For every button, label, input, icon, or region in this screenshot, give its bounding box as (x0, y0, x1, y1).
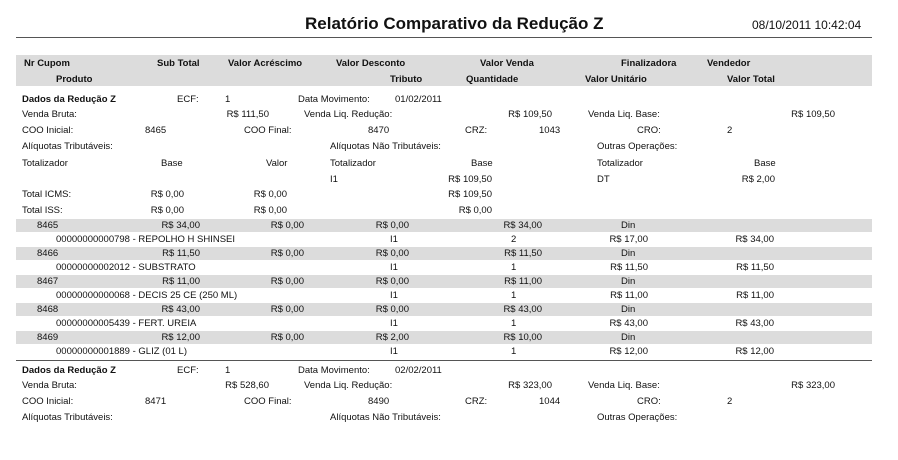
total-iss-valor: R$ 0,00 (253, 205, 287, 216)
outras-base-value: R$ 2,00 (741, 174, 775, 185)
dados-reducao-label: Dados da Redução Z (22, 94, 116, 105)
nao-trib-base-value: R$ 109,50 (448, 174, 492, 185)
cupom-venda: R$ 11,50 (504, 248, 542, 259)
cupom-acrescimo: R$ 0,00 (270, 248, 304, 259)
cupom-subtotal: R$ 11,00 (162, 276, 200, 287)
total-icms-base: R$ 0,00 (150, 189, 184, 200)
cupom-desconto: R$ 0,00 (375, 304, 409, 315)
coo-inicial-label: COO Inicial: (22, 125, 74, 136)
cupom-finalizadora: Din (621, 248, 636, 259)
cro-value: 2 (727, 125, 733, 136)
cupom-nr: 8465 (37, 220, 59, 231)
produto-valor-unitario: R$ 43,00 (609, 318, 648, 329)
data-movimento-value-2: 02/02/2011 (395, 365, 442, 376)
col-tributo: Tributo (390, 74, 423, 85)
cupom-nr: 8466 (37, 248, 59, 259)
produto-valor-unitario: R$ 11,00 (610, 290, 648, 301)
nao-trib-totalizador-value: I1 (330, 174, 338, 185)
coo-final-label: COO Final: (244, 125, 292, 136)
crz-value: 1043 (539, 125, 561, 136)
cupom-venda: R$ 11,00 (504, 276, 542, 287)
aliq-nao-trib-label: Alíquotas Não Tributáveis: (330, 141, 441, 152)
cupom-acrescimo: R$ 0,00 (270, 220, 304, 231)
cupom-finalizadora: Din (621, 304, 636, 315)
produto-valor-unitario: R$ 12,00 (609, 346, 648, 357)
produto-tributo: I1 (390, 262, 398, 273)
cupom-desconto: R$ 0,00 (375, 248, 409, 259)
venda-bruta-value-2: R$ 528,60 (225, 380, 269, 391)
cupom-subtotal: R$ 43,00 (161, 304, 200, 315)
total-iss-base: R$ 0,00 (150, 205, 184, 216)
col-valor-acrescimo: Valor Acréscimo (228, 58, 303, 69)
total-icms-valor: R$ 0,00 (253, 189, 287, 200)
ecf-value: 1 (225, 94, 231, 105)
cupom-acrescimo: R$ 0,00 (270, 304, 304, 315)
data-movimento-label-2: Data Movimento: (298, 365, 370, 376)
total-icms-nao-trib: R$ 109,50 (448, 189, 492, 200)
cupom-desconto: R$ 0,00 (375, 220, 409, 231)
aliq-trib-label: Alíquotas Tributáveis: (22, 141, 113, 152)
col-nr-cupom: Nr Cupom (24, 58, 70, 69)
cupom-venda: R$ 10,00 (503, 332, 542, 343)
produto-valor-total: R$ 11,50 (736, 262, 774, 273)
col-quantidade: Quantidade (466, 74, 519, 85)
produto-valor-total: R$ 12,00 (735, 346, 774, 357)
reducao-divider (16, 360, 872, 361)
coo-final-value-2: 8490 (368, 396, 390, 407)
nao-trib-base-header: Base (471, 158, 493, 169)
ecf-label-2: ECF: (177, 365, 199, 376)
col-valor-desconto: Valor Desconto (336, 58, 406, 69)
produto-tributo: I1 (390, 318, 398, 329)
data-movimento-value: 01/02/2011 (395, 94, 442, 105)
produto-quantidade: 1 (511, 318, 517, 329)
col-finalizadora: Finalizadora (621, 58, 677, 69)
cro-label-2: CRO: (637, 396, 661, 407)
cupom-subtotal: R$ 34,00 (161, 220, 200, 231)
crz-label-2: CRZ: (465, 396, 488, 407)
produto-quantidade: 1 (511, 290, 517, 301)
trib-valor-header: Valor (266, 158, 288, 169)
report-title: Relatório Comparativo da Redução Z (305, 14, 604, 33)
total-iss-nao-trib: R$ 0,00 (458, 205, 492, 216)
cupom-nr: 8467 (37, 276, 59, 287)
coo-inicial-label-2: COO Inicial: (22, 396, 74, 407)
produto-descricao: 00000000002012 - SUBSTRATO (56, 262, 196, 273)
venda-bruta-label-2: Venda Bruta: (22, 380, 77, 391)
venda-liq-reducao-value: R$ 109,50 (508, 109, 552, 120)
produto-valor-total: R$ 34,00 (735, 234, 774, 245)
cupom-nr: 8468 (37, 304, 59, 315)
produto-descricao: 00000000000068 - DECIS 25 CE (250 ML) (56, 290, 238, 301)
produto-valor-unitario: R$ 11,50 (610, 262, 648, 273)
col-sub-total: Sub Total (157, 58, 200, 69)
produto-valor-total: R$ 11,00 (736, 290, 774, 301)
cupom-finalizadora: Din (621, 276, 636, 287)
nao-trib-totalizador-header: Totalizador (330, 158, 376, 169)
outras-totalizador-header: Totalizador (597, 158, 643, 169)
venda-bruta-value: R$ 111,50 (226, 109, 269, 120)
cupom-nr: 8469 (37, 332, 59, 343)
cupom-desconto: R$ 2,00 (375, 332, 409, 343)
cupom-acrescimo: R$ 0,00 (270, 332, 304, 343)
cupom-desconto: R$ 0,00 (375, 276, 409, 287)
venda-liq-base-label-2: Venda Liq. Base: (588, 380, 660, 391)
outras-base-header: Base (754, 158, 776, 169)
aliq-nao-trib-label-2: Alíquotas Não Tributáveis: (330, 412, 441, 423)
col-valor-total: Valor Total (727, 74, 775, 85)
aliq-trib-label-2: Alíquotas Tributáveis: (22, 412, 113, 423)
venda-liq-reducao-label: Venda Liq. Redução: (304, 109, 393, 120)
cupom-subtotal: R$ 11,50 (162, 248, 200, 259)
cupom-venda: R$ 43,00 (503, 304, 542, 315)
produto-descricao: 00000000001889 - GLIZ (01 L) (56, 346, 187, 357)
outras-oper-label: Outras Operações: (597, 141, 678, 152)
cupom-finalizadora: Din (621, 332, 636, 343)
title-divider (16, 37, 872, 38)
ecf-value-2: 1 (225, 365, 231, 376)
produto-quantidade: 1 (511, 262, 517, 273)
venda-liq-reducao-value-2: R$ 323,00 (508, 380, 552, 391)
produto-valor-unitario: R$ 17,00 (609, 234, 648, 245)
trib-base-header: Base (161, 158, 183, 169)
produto-descricao: 00000000000798 - REPOLHO H SHINSEI (56, 234, 236, 245)
col-produto: Produto (56, 74, 93, 85)
produto-tributo: I1 (390, 346, 398, 357)
trib-totalizador-header: Totalizador (22, 158, 68, 169)
cupom-finalizadora: Din (621, 220, 636, 231)
cro-label: CRO: (637, 125, 661, 136)
total-iss-label: Total ISS: (22, 205, 63, 216)
venda-liq-base-value-2: R$ 323,00 (791, 380, 835, 391)
crz-value-2: 1044 (539, 396, 561, 407)
venda-liq-base-label: Venda Liq. Base: (588, 109, 660, 120)
cupom-subtotal: R$ 12,00 (161, 332, 200, 343)
col-valor-unitario: Valor Unitário (585, 74, 647, 85)
produto-quantidade: 2 (511, 234, 517, 245)
data-movimento-label: Data Movimento: (298, 94, 370, 105)
produto-tributo: I1 (390, 234, 398, 245)
coo-inicial-value: 8465 (145, 125, 167, 136)
coo-inicial-value-2: 8471 (145, 396, 167, 407)
col-vendedor: Vendedor (707, 58, 751, 69)
total-icms-label: Total ICMS: (22, 189, 72, 200)
outras-oper-label-2: Outras Operações: (597, 412, 678, 423)
venda-liq-base-value: R$ 109,50 (791, 109, 835, 120)
coo-final-value: 8470 (368, 125, 390, 136)
ecf-label: ECF: (177, 94, 199, 105)
cupom-acrescimo: R$ 0,00 (270, 276, 304, 287)
produto-quantidade: 1 (511, 346, 517, 357)
report-datetime: 08/10/2011 10:42:04 (752, 18, 862, 32)
coo-final-label-2: COO Final: (244, 396, 292, 407)
produto-valor-total: R$ 43,00 (735, 318, 774, 329)
produto-tributo: I1 (390, 290, 398, 301)
dados-reducao-label-2: Dados da Redução Z (22, 365, 116, 376)
outras-totalizador-value: DT (597, 174, 610, 185)
cupom-venda: R$ 34,00 (503, 220, 542, 231)
venda-liq-reducao-label-2: Venda Liq. Redução: (304, 380, 393, 391)
produto-descricao: 00000000005439 - FERT. UREIA (56, 318, 197, 329)
venda-bruta-label: Venda Bruta: (22, 109, 77, 120)
crz-label: CRZ: (465, 125, 488, 136)
cro-value-2: 2 (727, 396, 733, 407)
col-valor-venda: Valor Venda (480, 58, 534, 69)
